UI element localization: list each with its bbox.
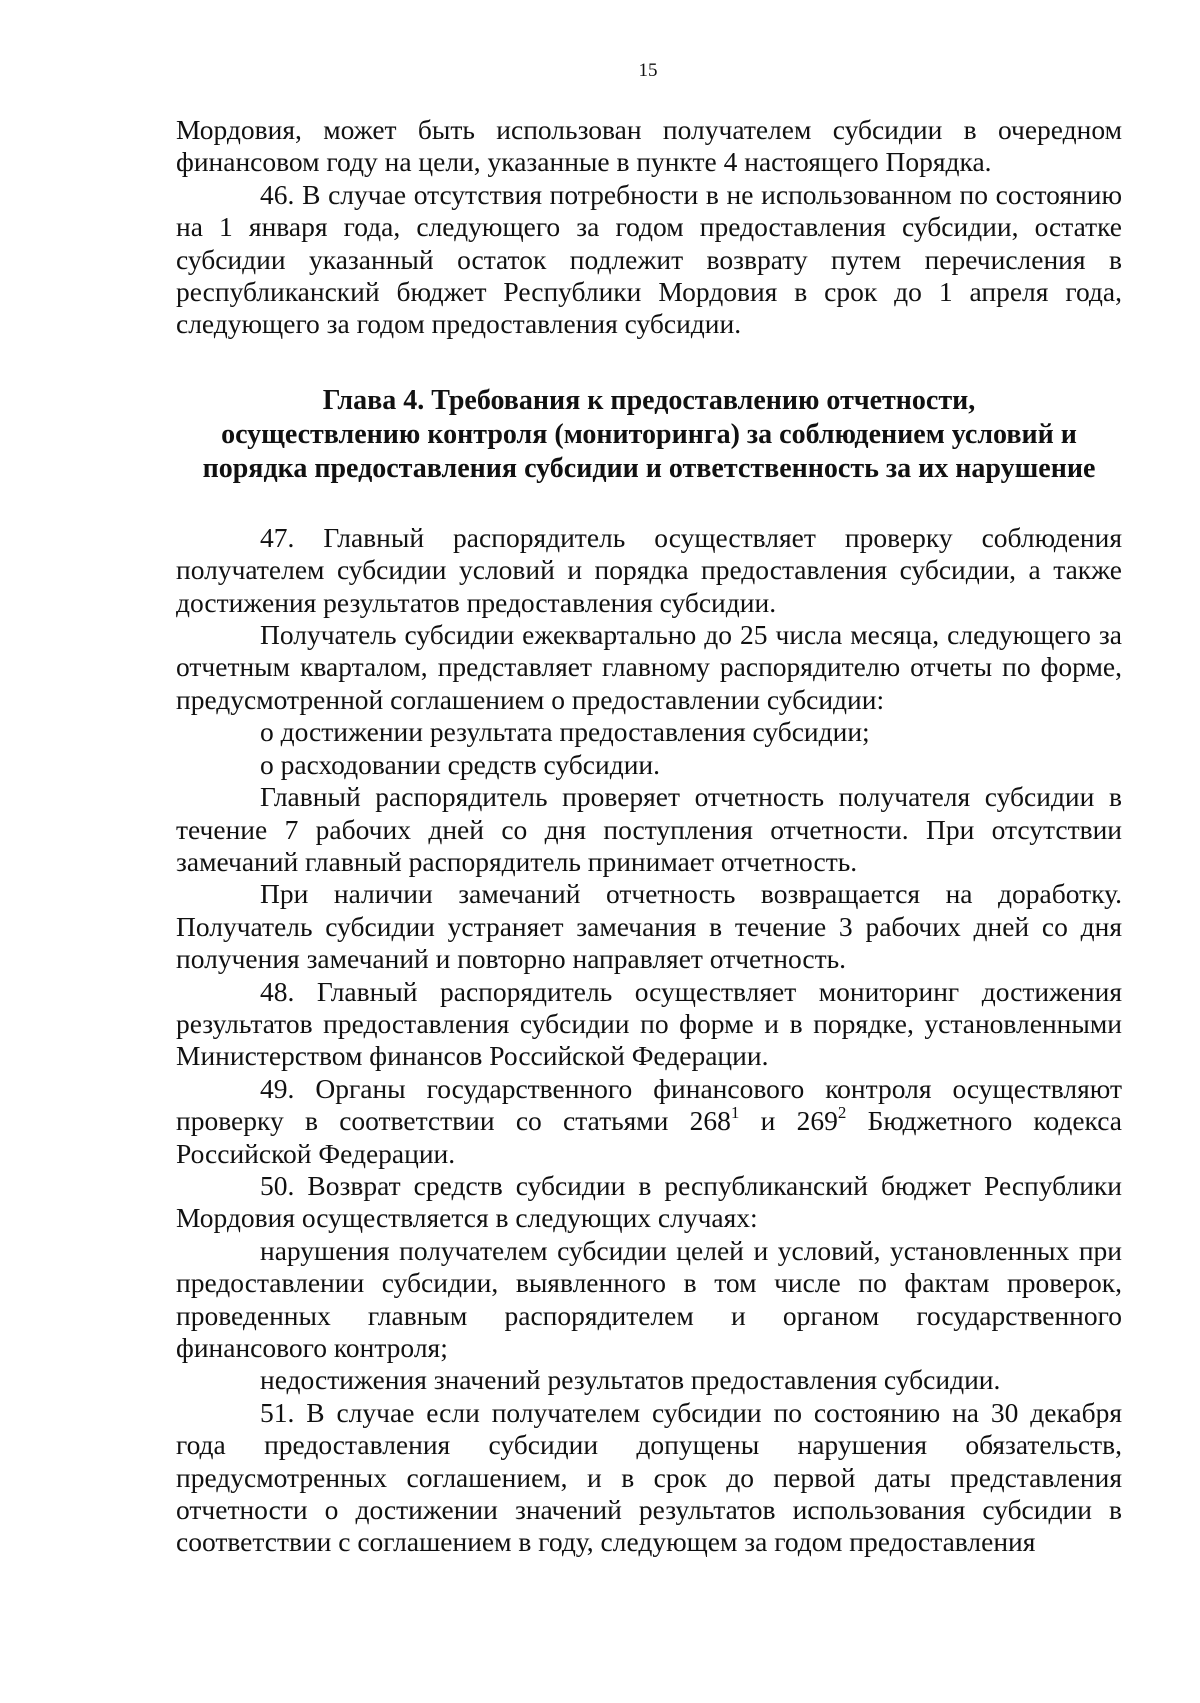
chapter-heading-line-3: порядка предоставления субсидии и ответственность за их нарушение (202, 452, 1096, 484)
paragraph-48: 48. Главный распорядитель осуществляет мониторинг достижения результатов предоставления субсидии по форме и в порядке, установленными Министерством финансов Российской Федерации. (176, 975, 1122, 1072)
paragraph-49 (176, 1073, 1122, 1170)
paragraph-50-item-violations: нарушения получателем субсидии целей и условий, установленных при предоставлении субсидии, выявленного в том числе по фактам проверок, проведенных главным распорядителем и органом государственного финансового контроля; (176, 1234, 1122, 1363)
paragraph-47: 47. Главный распорядитель осуществляет проверку соблюдения получателем субсидии условий и порядка предоставления субсидии, а также достижения результатов предоставления субсидии. (176, 521, 1122, 618)
chapter-heading-line-1: Глава 4. Требования к предоставлению отчетности, (322, 384, 976, 416)
paragraph-47-reports: Получатель субсидии ежеквартально до 25 числа месяца, следующего за отчетным кварталом, представляет главному распорядителю отчеты по форме, предусмотренной соглашением о предоставлении субсидии: (176, 619, 1122, 715)
chapter-heading-line-2: осуществлению контроля (мониторинга) за соблюдением условий и (221, 418, 1077, 450)
document-body (176, 114, 1122, 1559)
paragraph-47-item-results: о достижении результата предоставления субсидии; (260, 716, 870, 748)
paragraph-49-superscript-2: 2 (837, 1103, 847, 1123)
page-number: 15 (638, 60, 658, 81)
paragraph-47-check: Главный распорядитель проверяет отчетность получателя субсидии в течение 7 рабочих дней со дня поступления отчетности. При отсутствии замечаний главный распорядитель принимает отчетность. (176, 781, 1122, 877)
paragraph-49-text-a: 49. Органы государственного финансового контроля осуществляют проверку в соответствии со статьями 268 (176, 1072, 1122, 1137)
paragraph-47-item-expenses: о расходовании средств субсидии. (260, 748, 660, 780)
paragraph-51: 51. В случае если получателем субсидии по состоянию на 30 декабря года предоставления субсидии допущены нарушения обязательств, предусмотренных соглашением, и в срок до первой даты представления отчетности о достижении значений результатов использования субсидии в соответствии с соглашением в году, следующем за годом предоставления (176, 1396, 1122, 1558)
paragraph-continuation: Мордовия, может быть использован получателем субсидии в очередном финансовом году на цели, указанные в пункте 4 настоящего Порядка. (176, 114, 1122, 178)
paragraph-49-superscript-1: 1 (730, 1103, 740, 1123)
paragraph-46: 46. В случае отсутствия потребности в не использованном по состоянию на 1 января года, следующего за годом предоставления субсидии, остатке субсидии указанный остаток подлежит возврату путем перечисления в республиканский бюджет Республики Мордовия в срок до 1 апреля года, следующего за годом предоставления субсидии. (176, 178, 1122, 340)
paragraph-47-remarks: При наличии замечаний отчетность возвращается на доработку. Получатель субсидии устраняет замечания в течение 3 рабочих дней со дня получения замечаний и повторно направляет отчетность. (176, 878, 1122, 975)
chapter-heading (176, 384, 1122, 486)
paragraph-50-item-results: недостижения значений результатов предоставления субсидии. (260, 1364, 1001, 1396)
paragraph-50: 50. Возврат средств субсидии в республиканский бюджет Республики Мордовия осуществляется в следующих случаях: (176, 1169, 1122, 1234)
paragraph-49-text-c: Бюджетного кодекса Российской Федерации. (176, 1105, 1122, 1169)
paragraph-49-text-b: и 269 (739, 1105, 838, 1137)
